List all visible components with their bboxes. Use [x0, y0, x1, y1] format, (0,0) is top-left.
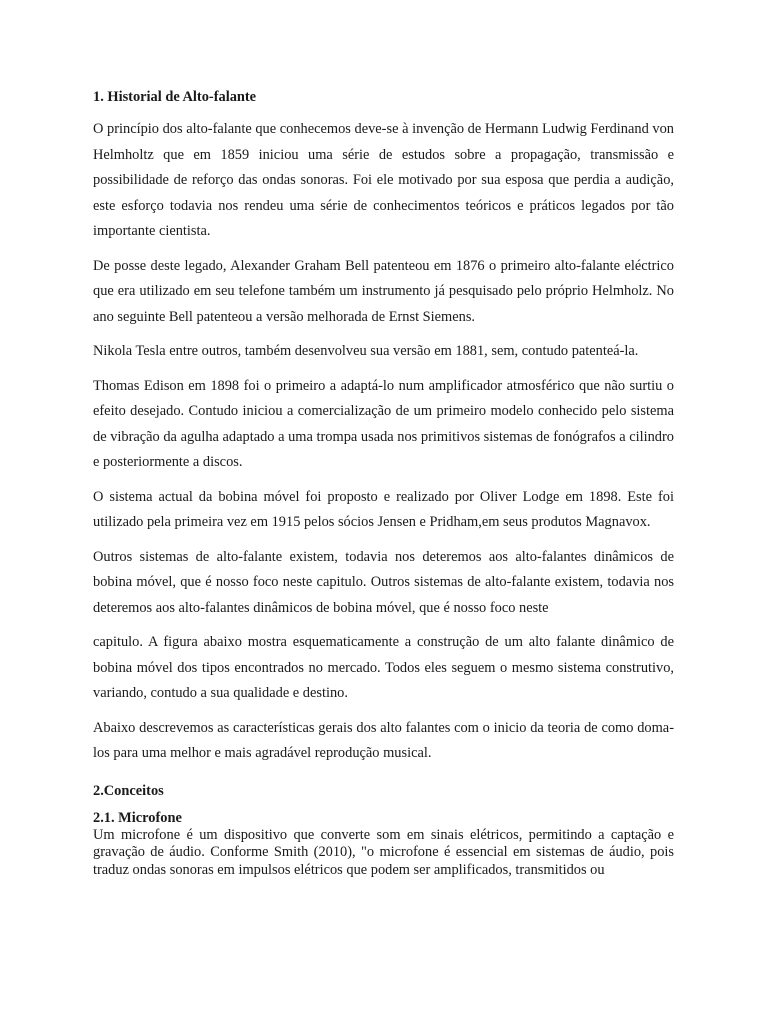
paragraph-characteristics: Abaixo descrevemos as características gerais dos alto falantes com o inicio da teoria de como doma-los para uma melhor e mais agradável reprodução musical.	[93, 719, 674, 761]
section-1-heading: 1. Historial de Alto-falante	[93, 89, 257, 105]
paragraph-helmholtz: O princípio dos alto-falante que conhecemos deve-se à invenção de Hermann Ludwig Ferdinand von Helmholtz que em 1859 iniciou uma série de estudos sobre a propagação, transmissão e possibilidade de reforço das ondas sonoras. Foi ele motivado por sua esposa que perdia a audição, este esforço todavia nos rendeu uma série de conhecimentos teóricos e práticos legados por tão importante cientista.	[93, 121, 674, 239]
paragraph-bell: De posse deste legado, Alexander Graham Bell patenteou em 1876 o primeiro alto-falante eléctrico que era utilizado em seu telefone também um instrumento já pesquisado pelo próprio Helmholz. No ano seguinte Bell patenteou a versão melhorada de Ernst Siemens.	[93, 257, 674, 325]
paragraph-edison: Thomas Edison em 1898 foi o primeiro a adaptá-lo num amplificador atmosférico que não surtiu o efeito desejado. Contudo iniciou a comercialização de um primeiro modelo conhecido pelo sistema de vibração da agulha adaptado a uma trompa usada nos primitivos sistemas de fonógrafos a cilindro e posteriormente a discos.	[93, 377, 674, 470]
paragraph-tesla: Nikola Tesla entre outros, também desenvolveu sua versão em 1881, sem, contudo patenteá-la.	[93, 343, 639, 359]
paragraph-lodge: O sistema actual da bobina móvel foi proposto e realizado por Oliver Lodge em 1898. Este foi utilizado pela primeira vez em 1915 pelos sócios Jensen e Pridham,em seus produtos Magnavox.	[93, 488, 674, 530]
document-page	[93, 88, 674, 879]
paragraph-figure-description: capitulo. A figura abaixo mostra esquematicamente a construção de um alto falante dinâmico de bobina móvel dos tipos encontrados no mercado. Todos eles seguem o mesmo sistema construtivo, variando, contudo a sua qualidade e destino.	[93, 634, 674, 701]
paragraph-other-systems: Outros sistemas de alto-falante existem, todavia nos deteremos aos alto-falantes dinâmicos de bobina móvel, que é nosso foco neste capitulo. Outros sistemas de alto-falante existem, todavia nos deteremos aos alto-falantes dinâmicos de bobina móvel, que é nosso foco neste	[93, 548, 674, 616]
subsection-microphone-heading: 2.1. Microfone	[93, 809, 182, 826]
paragraph-microphone: Um microfone é um dispositivo que converte som em sinais elétricos, permitindo a captação e gravação de áudio. Conforme Smith (2010), "o microfone é essencial em sistemas de áudio, pois traduz ondas sonoras em impulsos elétricos que podem ser amplificados, transmitidos ou	[93, 826, 674, 878]
section-2-heading: 2.Conceitos	[93, 782, 164, 799]
